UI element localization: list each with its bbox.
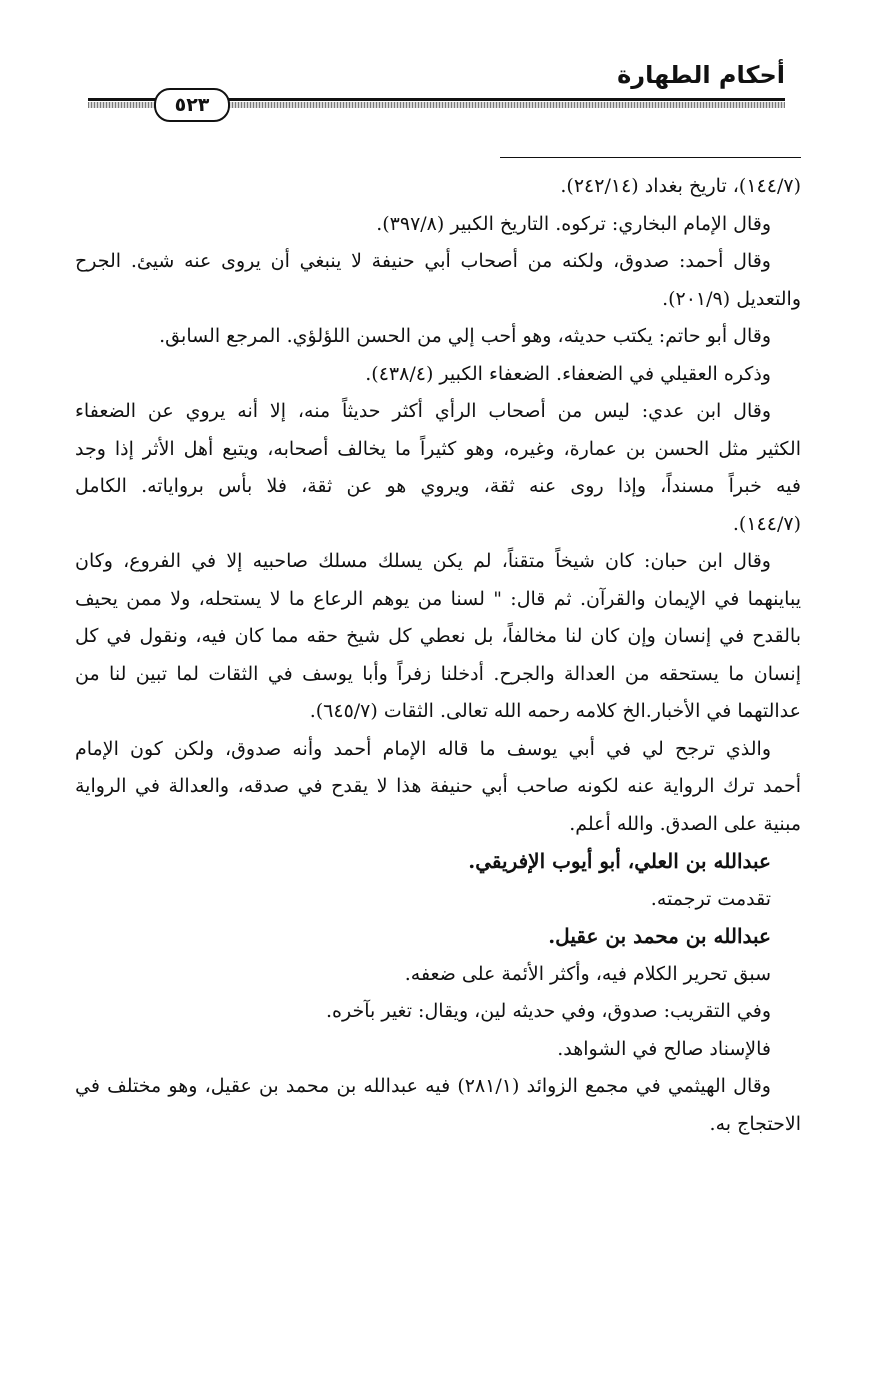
text-line: وقال ابن حبان: كان شيخاً متقناً، لم يكن يسلك مسلك صاحبيه إلا في الفروع، وكان: [75, 550, 771, 572]
text-line: عدالتهما في الأخبار.الخ كلامه رحمه الله تعالى. الثقات (٦٤٥/٧).: [309, 700, 801, 722]
text-line: وقال أبو حاتم: يكتب حديثه، وهو أحب إلي من الحسن اللؤلؤي. المرجع السابق.: [159, 325, 771, 347]
page-number: ٥٢٣: [154, 88, 230, 122]
text-line: وذكره العقيلي في الضعفاء. الضعفاء الكبير (٤٣٨/٤).: [365, 362, 771, 385]
text-line: مبنية على الصدق. والله أعلم.: [569, 812, 801, 835]
text-line: وقال أحمد: صدوق، ولكنه من أصحاب أبي حنيفة لا ينبغي أن يروى عنه شيئ. الجرح: [75, 250, 771, 272]
text-line: سبق تحرير الكلام فيه، وأكثر الأئمة على ضعفه.: [404, 962, 771, 985]
text-line: فالإسناد صالح في الشواهد.: [557, 1037, 771, 1060]
running-title: أحكام الطهارة: [617, 61, 785, 89]
body-text: [75, 168, 801, 1143]
text-line: تقدمت ترجمته.: [650, 887, 771, 910]
text-line: إنسان ما يستحقه من العدالة والجرح. أدخلنا زفراً وأبا يوسف في الثقات لما تبين لنا من: [75, 662, 801, 685]
text-line: الاحتجاج به.: [709, 1112, 801, 1135]
text-line: والتعديل (٢٠١/٩).: [662, 287, 801, 310]
text-line: وقال ابن عدي: ليس من أصحاب الرأي أكثر حديثاً منه، إلا أنه يروي عن الضعفاء: [75, 400, 771, 422]
text-line: وقال الإمام البخاري: تركوه. التاريخ الكبير (٣٩٧/٨).: [376, 212, 771, 235]
text-line: (١٤٤/٧).: [732, 512, 801, 535]
page-header: [88, 58, 785, 128]
text-line: فيه خبراً مسنداً، وإذا روى عنه ثقة، ويروي هو عن ثقة، فلا بأس برواياته. الكامل: [75, 475, 801, 497]
entry-heading: عبدالله بن محمد بن عقيل.: [548, 924, 771, 948]
text-line: الكثير مثل الحسن بن عمارة، وغيره، وهو كثيراً ما يخالف أصحابه، ويتبع أهل الأثر إذا وجد: [75, 437, 801, 460]
text-line: يباينهما في الإيمان والقرآن. ثم قال: " لسنا من يوهم الرعاع ما لا يستحله، ولا ممن يحيف: [75, 587, 801, 610]
footnote-separator: [500, 157, 801, 158]
text-line: وقال الهيثمي في مجمع الزوائد (٢٨١/١) فيه عبدالله بن محمد بن عقيل، وهو مختلف في: [75, 1075, 771, 1097]
text-line: بالقدح في إنسان وإن كان لنا مخالفاً، بل نعطي كل شيخ حقه مما كان فيه، ونقول في كل: [75, 625, 801, 647]
text-line: والذي ترجح لي في أبي يوسف ما قاله الإمام أحمد وأنه صدوق، ولكن كون الإمام: [75, 737, 771, 760]
text-line: وفي التقريب: صدوق، وفي حديثه لين، ويقال: تغير بآخره.: [326, 1000, 771, 1022]
text-line: (١٤٤/٧)، تاريخ بغداد (٢٤٢/١٤).: [560, 175, 801, 197]
entry-heading: عبدالله بن العلي، أبو أيوب الإفريقي.: [468, 849, 771, 873]
text-line: أحمد ترك الرواية عنه لكونه صاحب أبي حنيفة هذا لا يقدح في صدقه، والعدالة في الرواية: [75, 775, 801, 797]
